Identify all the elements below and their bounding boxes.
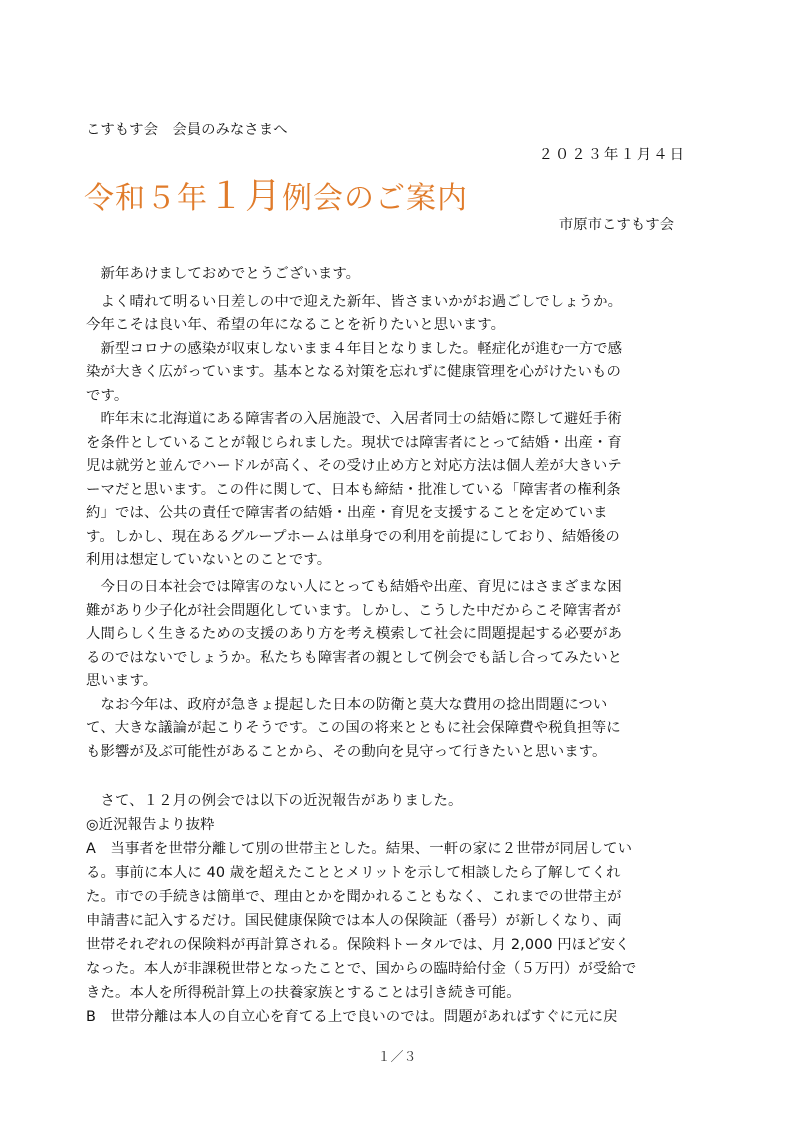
title-suffix: 例会のご案内	[282, 181, 469, 216]
body-line: 思います。	[86, 673, 158, 689]
body-line: 児は就労と並んでハードルが高く、その受け止め方と対応方法は個人差が大きいテ	[86, 458, 622, 474]
body-line: 今日の日本社会では障害のない人にとっても結婚や出産、育児にはさまざまな困	[86, 579, 622, 595]
date: ２０２３年１月４日	[538, 147, 686, 163]
body-line: 染が大きく広がっています。基本となる対策を忘れずに健康管理を心がけたいもの	[86, 364, 622, 380]
body-line: 昨年末に北海道にある障害者の入居施設で、入居者同士の結婚に際して避妊手術	[86, 411, 622, 427]
body-line: 世帯それぞれの保険料が再計算される。保険料トータルでは、月 2,000 円ほど安く	[86, 937, 630, 953]
body-line: ーマだと思います。この件に関して、日本も締結・批准している「障害者の権利条	[86, 482, 621, 498]
page-title	[84, 168, 468, 219]
organization-name: 市原市こすもす会	[558, 217, 674, 233]
body-line: す。しかし、現在あるグループホームは単身での利用を前提にしており、結婚後の	[86, 529, 620, 545]
body-line: B 世帯分離は本人の自立心を育てる上で良いのでは。問題があればすぐに元に戻	[86, 1009, 618, 1025]
body-line: 新年あけましておめでとうございます。	[86, 266, 361, 282]
body-line: なお今年は、政府が急きょ提起した日本の防衛と莫大な費用の捻出問題につい	[86, 697, 608, 713]
page-number: １／３	[377, 1050, 417, 1065]
body-line: きた。本人を所得税計算上の扶養家族とすることは引き続き可能。	[86, 985, 521, 1001]
body-line: 人間らしく生きるための支援のあり方を考え模索して社会に問題提起する必要があ	[86, 626, 623, 642]
body-line: 約」では、公共の責任で障害者の結婚・出産・育児を支援することを定めていま	[86, 505, 608, 521]
body-line: 新型コロナの感染が収束しないまま４年目となりました。軽症化が進む一方で感	[86, 341, 623, 357]
body-line: る。事前に本人に 40 歳を超えたこととメリットを示して相談したら了解してくれ	[86, 865, 621, 881]
body-line: を条件としていることが報じられました。現状では障害者にとって結婚・出産・育	[86, 435, 622, 451]
body-line: なった。本人が非課税世帯となったことで、国からの臨時給付金（５万円）が受給で	[86, 961, 637, 977]
body-line: 難があり少子化が社会問題化しています。しかし、こうした中だからこそ障害者が	[86, 603, 622, 619]
body-line: さて、１２月の例会では以下の近況報告がありました。	[86, 793, 463, 809]
body-line: よく晴れて明るい日差しの中で迎えた新年、皆さまいかがお過ごしでしょうか。	[86, 294, 623, 310]
section-heading: ◎近況報告より抜粋	[86, 817, 215, 833]
body-line: た。市での手続きは簡単で、理由とかを聞かれることもなく、これまでの世帯主が	[86, 889, 622, 905]
body-line: るのではないでしょうか。私たちも障害者の親として例会でも話し合ってみたいと	[86, 650, 623, 666]
body-line: です。	[86, 388, 129, 404]
title-month: １月	[208, 176, 283, 217]
title-prefix: 令和５年	[84, 181, 208, 216]
body-line: 利用は想定していないとのことです。	[86, 552, 332, 568]
body-line: も影響が及ぶ可能性があることから、その動向を見守って行きたいと思います。	[86, 744, 607, 760]
body-line: A 当事者を世帯分離して別の世帯主とした。結果、一軒の家に２世帯が同居してい	[86, 841, 633, 857]
greeting: こすもす会 会員のみなさまへ	[86, 122, 288, 138]
body-line: て、大きな議論が起こりそうです。この国の将来とともに社会保障費や税負担等に	[86, 720, 621, 736]
body-line: 申請書に記入するだけ。国民健康保険では本人の保険証（番号）が新しくなり、両	[86, 913, 622, 929]
body-line: 今年こそは良い年、希望の年になることを祈りたいと思います。	[86, 317, 506, 333]
